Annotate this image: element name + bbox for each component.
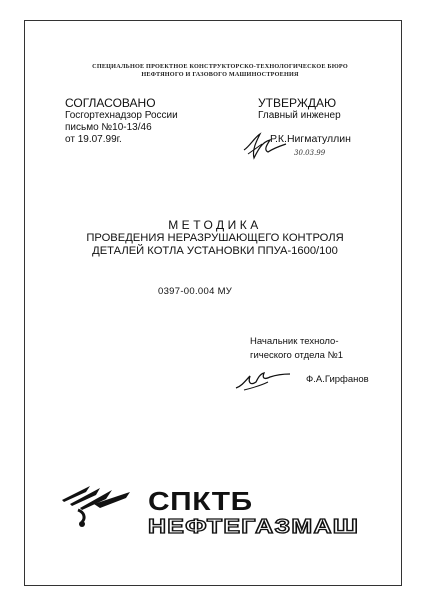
department-head-block [250,335,369,385]
document-code: 0397-00.004 МУ [158,286,233,297]
approved-position: Главный инженер [258,110,341,121]
signature-chief-engineer-icon [240,128,288,162]
agreed-heading: СОГЛАСОВАНО [65,96,156,110]
title-line-2: ПРОВЕДЕНИЯ НЕРАЗРУШАЮЩЕГО КОНТРОЛЯ [86,232,344,244]
agreed-block [65,97,178,146]
approved-block [258,96,351,157]
company-brand [148,488,368,538]
agreed-date: от 19.07.99г. [65,134,122,145]
approved-heading: УТВЕРЖДАЮ [258,96,337,110]
approved-name: Р.К.Нигматуллин [270,133,351,145]
org-line-1: СПЕЦИАЛЬНОЕ ПРОЕКТНОЕ КОНСТРУКТОРСКО-ТЕХНОЛОГИЧЕСКОЕ БЮРО [92,63,348,70]
title-line-1: МЕТОДИКА [168,218,262,232]
document-title [70,218,360,258]
org-line-2: НЕФТЯНОГО И ГАЗОВОГО МАШИНОСТРОЕНИЯ [141,71,299,78]
title-line-3: ДЕТАЛЕЙ КОТЛА УСТАНОВКИ ППУА-1600/100 [92,245,338,257]
signature-department-head-icon [234,364,292,394]
organization-header [70,63,370,79]
department-head-name: Ф.А.Гирфанов [306,374,369,385]
department-head-line-1: Начальник техноло- [250,336,339,347]
department-head-line-2: гического отдела №1 [250,350,344,361]
agreed-authority: Госгортехнадзор России [65,110,178,121]
agreed-letter: письмо №10-13/46 [65,122,152,133]
brand-line-2: НЕФТЕГАЗМАШ [148,516,360,538]
approved-date: 30.03.99 [294,149,326,157]
company-logo-mark-icon [60,482,132,528]
brand-line-1: СПКТБ [148,486,253,516]
